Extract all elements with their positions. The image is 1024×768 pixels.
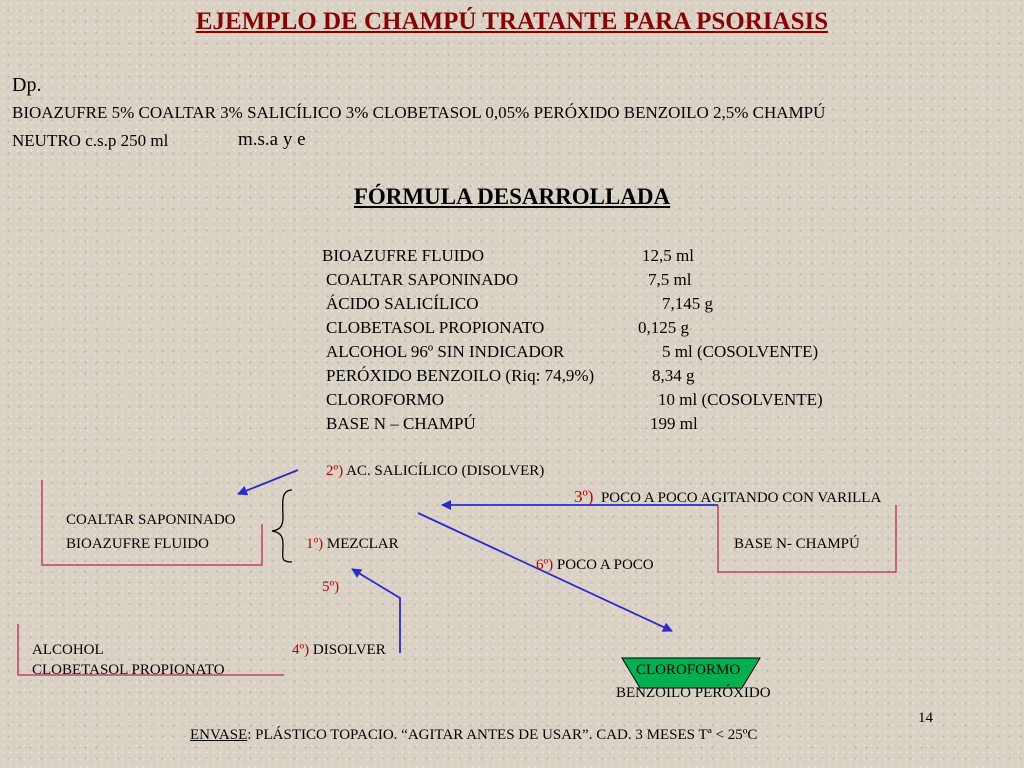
formula-qty: 7,5 ml xyxy=(648,270,692,289)
group-alcohol: ALCOHOL xyxy=(32,642,104,658)
formula-qty: 0,125 g xyxy=(638,318,689,337)
dp-line-1: BIOAZUFRE 5% COALTAR 3% SALICÍLICO 3% CLOBETASOL 0,05% PERÓXIDO BENZOILO 2,5% CHAMPÚ xyxy=(12,103,826,122)
step-3-text: POCO A POCO AGITANDO CON VARILLA xyxy=(600,490,882,506)
page-number: 14 xyxy=(918,710,933,726)
section-subtitle: FÓRMULA DESARROLLADA xyxy=(353,184,671,209)
formula-name: CLOROFORMO xyxy=(326,390,445,409)
dp-line-2: NEUTRO c.s.p 250 ml xyxy=(12,131,169,150)
formula-name: ÁCIDO SALICÍLICO xyxy=(326,294,479,313)
arrow-step5 xyxy=(352,569,400,653)
formula-name: ALCOHOL 96º SIN INDICADOR xyxy=(326,342,565,361)
formula-name: BIOAZUFRE FLUIDO xyxy=(322,246,484,265)
group-benzoilo: BENZOILO PERÓXIDO xyxy=(616,685,771,701)
step-4 xyxy=(292,642,386,659)
envase-text: : PLÁSTICO TOPACIO. “AGITAR ANTES DE USAR”. CAD. 3 MESES Tª < 25ºC xyxy=(247,727,758,743)
group-clobetasol: CLOBETASOL PROPIONATO xyxy=(32,662,225,678)
formula-qty: 5 ml (COSOLVENTE) xyxy=(662,342,819,361)
formula-qty: 199 ml xyxy=(650,414,698,433)
step-1-text: MEZCLAR xyxy=(323,536,399,552)
envase-label: ENVASE xyxy=(190,727,248,743)
group-base: BASE N- CHAMPÚ xyxy=(734,536,860,552)
step-6 xyxy=(536,557,654,574)
group-coaltar: COALTAR SAPONINADO xyxy=(66,512,236,528)
page-title: EJEMPLO DE CHAMPÚ TRATANTE PARA PSORIASIS xyxy=(195,8,829,35)
formula-qty: 8,34 g xyxy=(652,366,695,385)
step-2-number: 2º) xyxy=(326,463,344,479)
step-4-number: 4º) xyxy=(292,642,310,658)
formula-qty: 10 ml (COSOLVENTE) xyxy=(658,390,823,409)
step-1 xyxy=(306,536,399,553)
formula-qty: 12,5 ml xyxy=(642,246,694,265)
curly-brace xyxy=(272,490,292,562)
dp-msa: m.s.a y e xyxy=(238,129,306,150)
dp-label: Dp. xyxy=(12,74,42,96)
step-6-number: 6º) xyxy=(536,557,554,573)
formula-name: BASE N – CHAMPÚ xyxy=(326,414,476,433)
step-3 xyxy=(574,487,881,507)
formula-name: COALTAR SAPONINADO xyxy=(326,270,519,289)
step-6-text: POCO A POCO xyxy=(553,557,654,573)
step-4-text: DISOLVER xyxy=(309,642,386,658)
step-1-number: 1º) xyxy=(306,536,324,552)
group-cloroformo: CLOROFORMO xyxy=(636,662,741,678)
step-5-number: 5º) xyxy=(322,579,340,595)
formula-qty: 7,145 g xyxy=(662,294,713,313)
formula-name: PERÓXIDO BENZOILO (Riq: 74,9%) xyxy=(326,366,595,385)
formula-name: CLOBETASOL PROPIONATO xyxy=(326,318,545,337)
group-bioazufre: BIOAZUFRE FLUIDO xyxy=(66,536,209,552)
step-2 xyxy=(326,463,544,480)
step-2-text: AC. SALICÍLICO (DISOLVER) xyxy=(343,463,545,479)
envase-line xyxy=(190,727,757,744)
step-3-number: 3º) xyxy=(574,487,594,506)
